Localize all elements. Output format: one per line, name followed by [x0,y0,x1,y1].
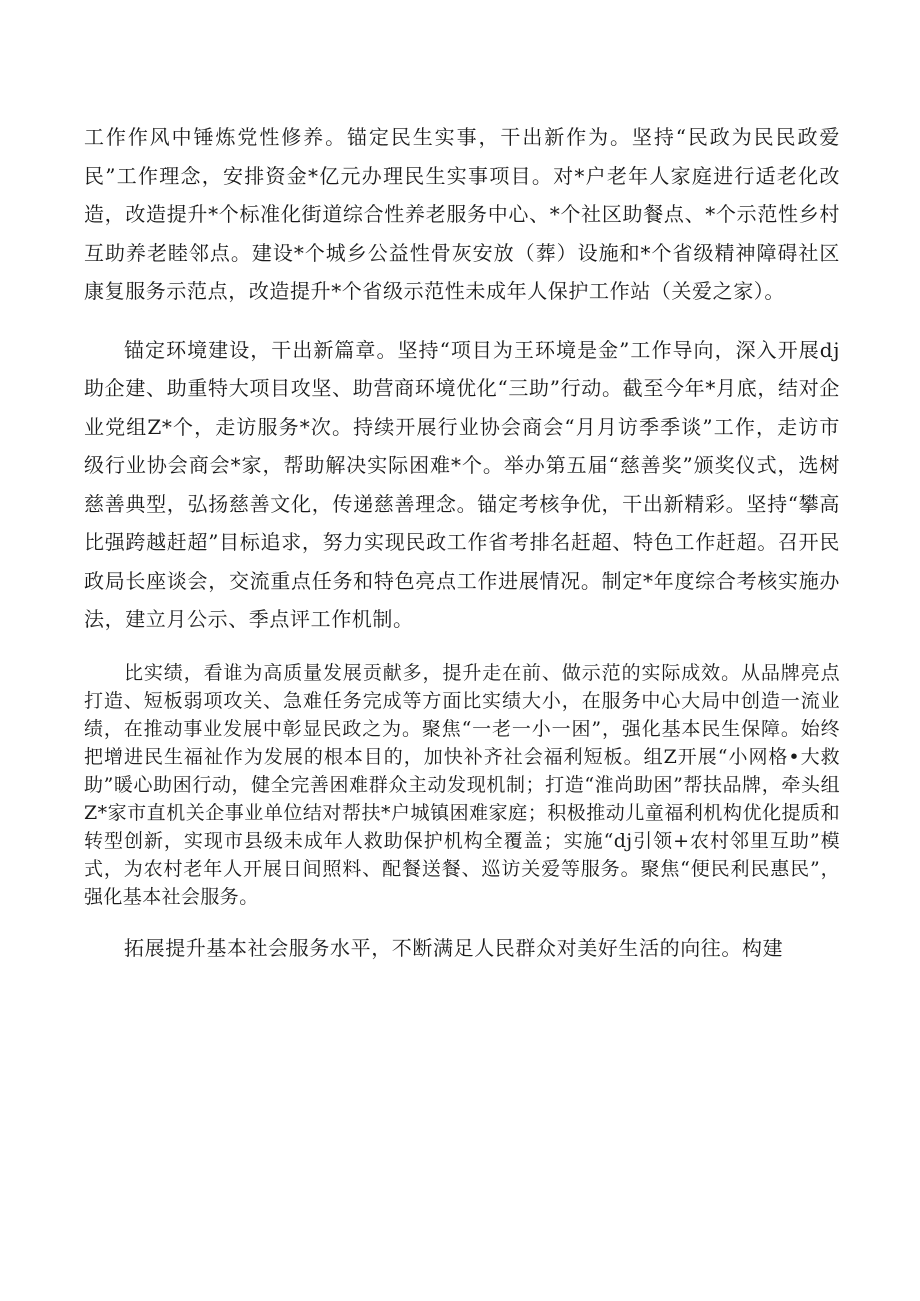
paragraph-2: 锚定环境建设，干出新篇章。坚持“项目为王环境是金”工作导向，深入开展dj助企建、助重特大项目攻坚、助营商环境优化“三助”行动。截至今年*月底，结对企业党组Z*个，走访服务*次。持续开展行业协会商会“月月访季季谈”工作，走访市级行业协会商会*家，帮助解决实际困难*个。举办第五届“慈善奖”颁奖仪式，选树慈善典型，弘扬慈善文化，传递慈善理念。锚定考核争优，干出新精彩。坚持“攀高比强跨越赶超”目标追求，努力实现民政工作省考排名赶超、特色工作赶超。召开民政局长座谈会，交流重点任务和特色亮点工作进展情况。制定*年度综合考核实施办法，建立月公示、季点评工作机制。 [84,337,840,631]
document-body [84,118,840,967]
paragraph-4: 拓展提升基本社会服务水平，不断满足人民群众对美好生活的向往。构建 [124,935,784,960]
paragraph-3: 比实绩，看谁为高质量发展贡献多，提升走在前、做示范的实际成效。从品牌亮点打造、短板弱项攻关、急难任务完成等方面比实绩大小，在服务中心大局中创造一流业绩，在推动事业发展中彰显民政之为。聚焦“一老一小一困”，强化基本民生保障。始终把增进民生福祉作为发展的根本目的，加快补齐社会福利短板。组Z开展“小网格•大救助”暖心助困行动，健全完善困难群众主动发现机制；打造“淮尚助困”帮扶品牌，牵头组Z*家市直机关企事业单位结对帮扶*户城镇困难家庭；积极推动儿童福利机构优化提质和转型创新，实现市县级未成年人救助保护机构全覆盖；实施“dj引领+农村邻里互助”模式，为农村老年人开展日间照料、配餐送餐、巡访关爱等服务。聚焦“便民利民惠民”，强化基本社会服务。 [84,661,840,908]
paragraph-1: 工作作风中锤炼党性修养。锚定民生实事，干出新作为。坚持“民政为民民政爱民”工作理念，安排资金*亿元办理民生实事项目。对*户老年人家庭进行适老化改造，改造提升*个标准化街道综合性养老服务中心、*个社区助餐点、*个示范性乡村互助养老睦邻点。建设*个城乡公益性骨灰安放（葬）设施和*个省级精神障碍社区康复服务示范点，改造提升*个省级示范性未成年人保护工作站（关爱之家）。 [84,125,840,303]
